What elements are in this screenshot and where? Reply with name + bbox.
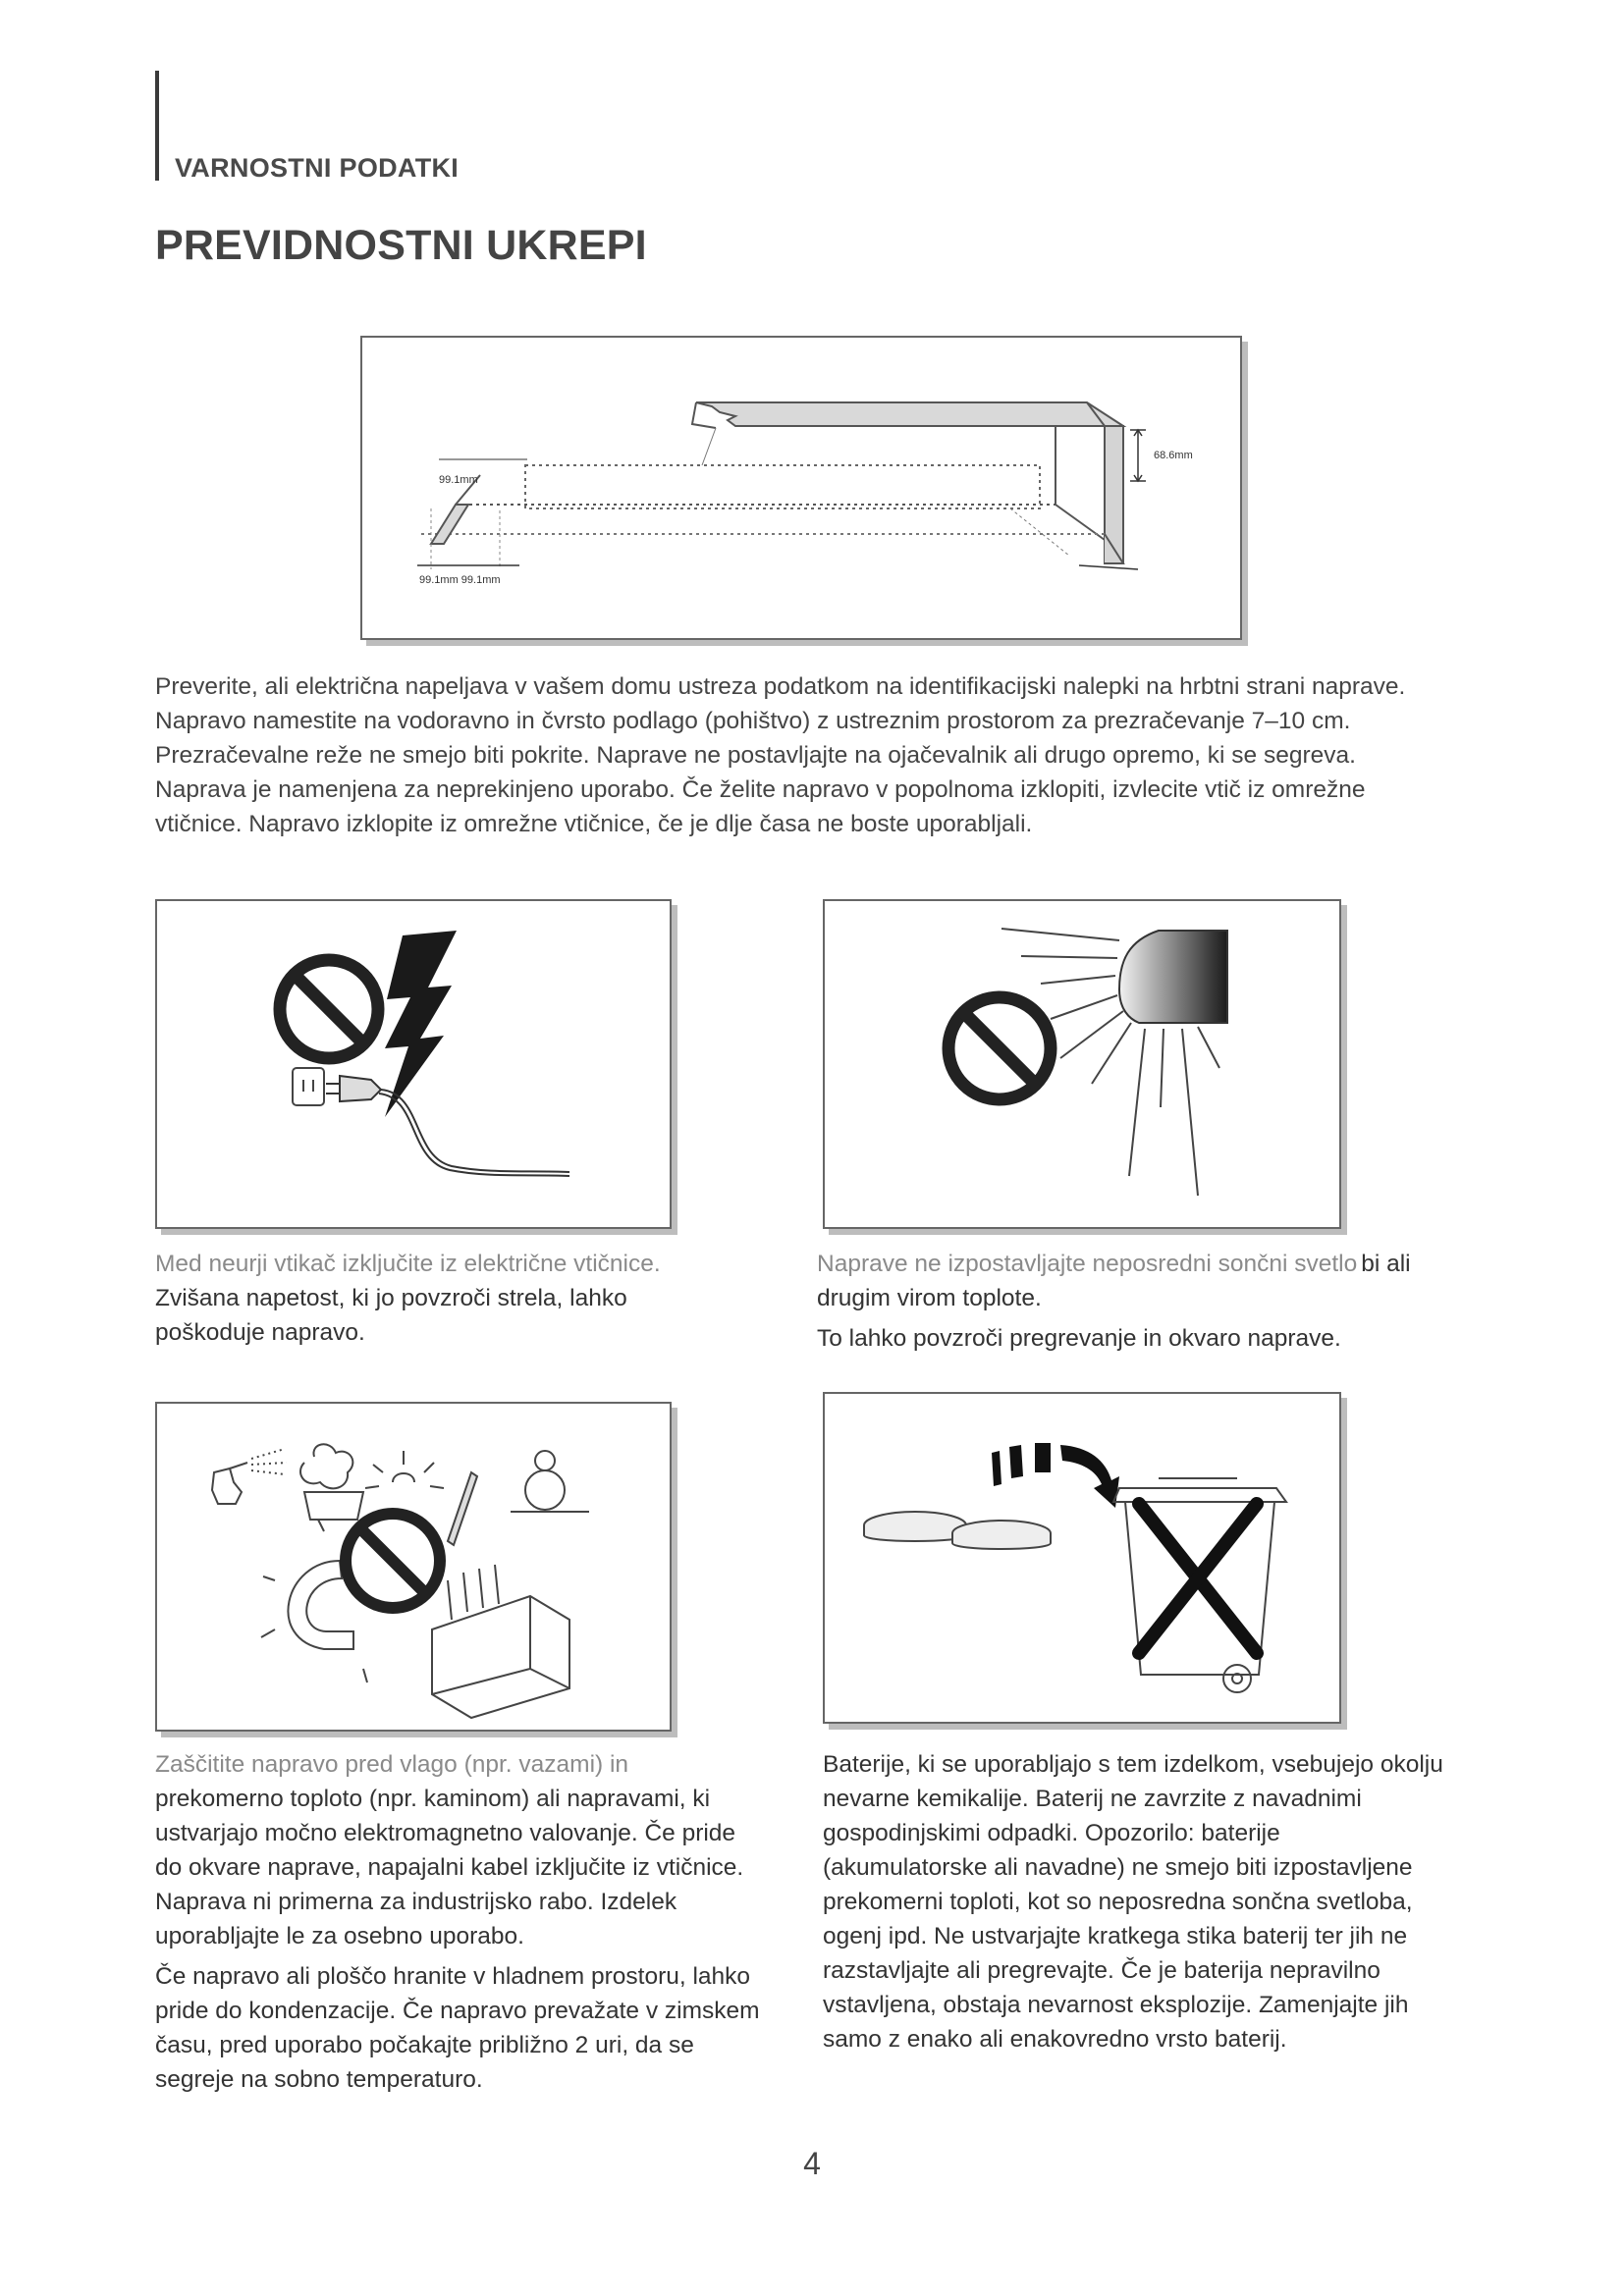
prohibition-icon — [948, 997, 1051, 1099]
sun-icon — [365, 1451, 444, 1488]
antenna-icon — [448, 1472, 477, 1545]
sunlight-line2: drugim virom toplote. — [817, 1285, 1042, 1311]
moisture-highlight: Zaščitite napravo pred vlago (npr. vazami) in — [155, 1751, 629, 1778]
page-number: 4 — [803, 2146, 821, 2181]
lightning-caption — [155, 1247, 685, 1350]
sunlight-figure — [823, 899, 1341, 1229]
arrow-icon — [992, 1443, 1119, 1508]
heater-icon — [432, 1565, 569, 1718]
shelf-diagram — [362, 338, 1240, 638]
lightning-highlight: Med neurji vtikač izključite iz električne vtičnice. — [155, 1251, 661, 1277]
dim-left-label: 99.1mm — [439, 474, 478, 486]
lightning-text: Zvišana napetost, ki jo povzroči strela, lahko poškoduje napravo. — [155, 1285, 627, 1346]
battery-figure — [823, 1392, 1341, 1724]
sun-icon — [1119, 931, 1227, 1023]
dim-bottom-label: 99.1mm 99.1mm — [419, 574, 501, 586]
moisture-figure — [155, 1402, 672, 1732]
flower-vase-icon — [300, 1444, 363, 1520]
spray-bottle-icon — [212, 1449, 287, 1504]
dim-top-label: 68.6mm — [1154, 450, 1193, 461]
lightning-bolt-icon — [385, 931, 457, 1117]
snowman-icon — [511, 1451, 589, 1512]
intro-paragraph: Preverite, ali električna napeljava v vašem domu ustreza podatkom na identifikacijski nalepki na hrbtni strani napravе. Napravo namestite na vodoravno in čvrsto podlago (pohištvo) z ustreznim prostorom za prezračevanje 7–10 cm. Prezračevalne reže ne smejo biti pokrite. Naprave ne postavljajte na ojačevalnik ali drugo opremo, ki se segreva. Naprava je namenjena za neprekinjeno uporabo. Če želite napravo v popolnoma izklopiti, izvlecite vtič iz omrežne vtičnice. Napravo izklopite iz omrežne vtičnice, če je dlje časa ne boste uporabljali. — [155, 673, 1406, 837]
moisture-text2: Če napravo ali ploščo hranite v hladnem prostoru, lahko pride do kondenzacije. Če napravo prevažate v zimskem času, pred uporabo počakajte približno 2 uri, da se segreje na sobno temperaturo. — [155, 1963, 760, 2093]
ventilation-figure — [360, 336, 1242, 640]
prohibition-icon — [280, 960, 378, 1058]
battery-text: Baterije, ki se uporabljajo s tem izdelkom, vsebujejo okolju nevarne kemikalije. Baterij ne zavrzite z navadnimi gospodinjskimi odpadki. Opozorilo: baterije (akumulatorske ali navadne) ne smejo biti izpostavljene prekomerni toploti, kot so neposredna sončna svetloba, ogenj ipd. Ne ustvarjajte kratkega stika baterij ter jih ne razstavljajte ali pregrevajte. Če je baterija nepravilno vstavljena, obstaja nevarnost eksplozije. Zamenjajte jih samo z enako ali enakovredno vrsto baterij. — [823, 1751, 1443, 2053]
power-plug-icon — [326, 1076, 569, 1176]
sunlight-highlight: Naprave ne izpostavljajte neposredni sončni svetlo — [817, 1251, 1358, 1277]
section-label: VARNOSTNI PODATKI — [175, 153, 460, 183]
moisture-text: prekomerno toploto (npr. kaminom) ali napravami, ki ustvarjajo močno elektromagnetno valovanje. Če pride do okvare naprave, napajalni kabel izključite iz vtičnice. Naprava ni primerna za industrijsko rabo. Izdelek uporabljajte le za osebno uporabo. — [155, 1786, 744, 1949]
page-title: PREVIDNOSTNI UKREPI — [155, 222, 647, 269]
cross-out-icon — [1139, 1504, 1257, 1653]
wall-outlet-icon — [293, 1068, 324, 1105]
lightning-figure — [155, 899, 672, 1229]
battery-caption — [823, 1747, 1451, 2056]
sunlight-highlight-cont: bi ali — [1361, 1251, 1411, 1277]
prohibition-icon — [346, 1514, 440, 1608]
moisture-caption — [155, 1747, 764, 2097]
sunlight-text: To lahko povzroči pregrevanje in okvaro naprave. — [817, 1325, 1341, 1352]
battery-icon — [864, 1512, 1051, 1549]
sunlight-caption — [817, 1247, 1445, 1356]
header-bar — [155, 71, 159, 181]
